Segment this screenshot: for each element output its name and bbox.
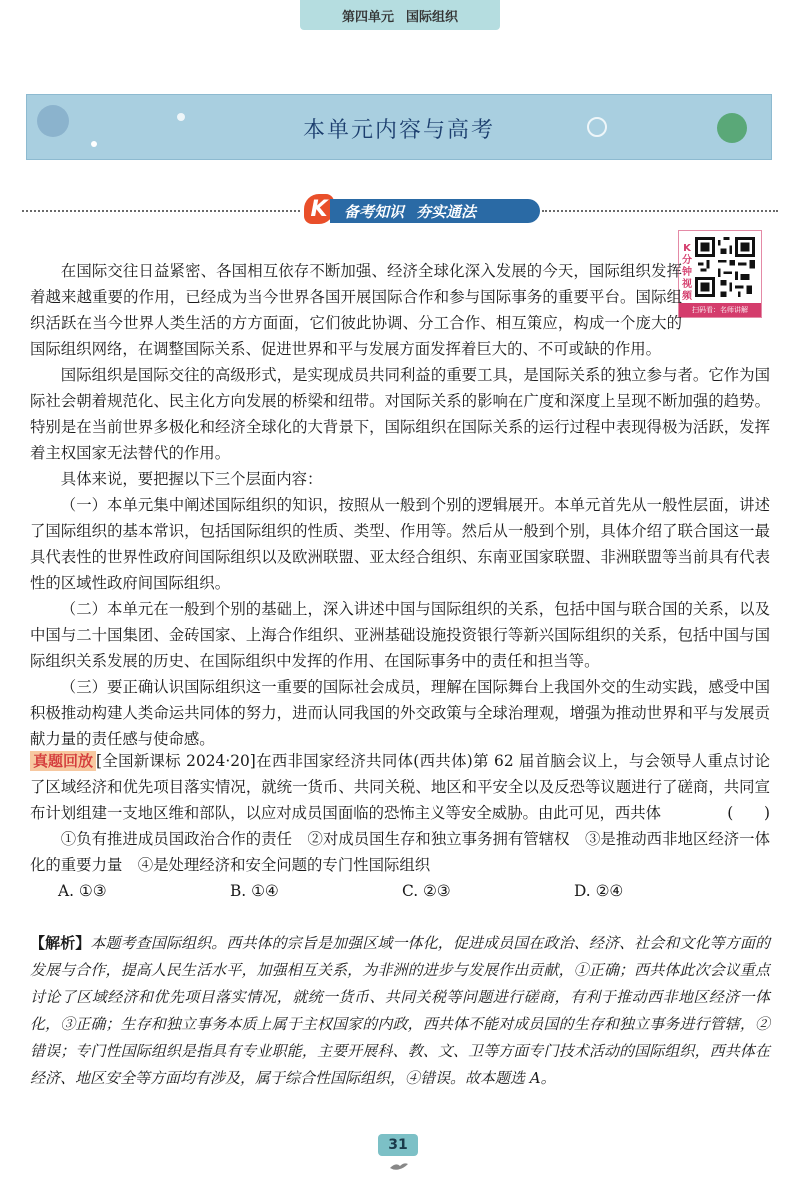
answer-options (30, 878, 770, 904)
unit-title: 国际组织 (406, 9, 459, 25)
bird-ornament-icon (388, 1160, 410, 1172)
paragraph: 具体来说，要把握以下三个层面内容： (60, 470, 323, 488)
analysis-block (30, 930, 770, 1092)
option-c: C. ②③ (402, 882, 451, 900)
unit-number: 第四单元 (341, 9, 394, 25)
qr-side-label: K分钟视频 (682, 243, 692, 302)
paragraph: （二）本单元在一般到个别的基础上，深入讲述中国与国际组织的关系，包括中国与联合国的关系，以及中国与二十国集团、金砖国家、上海合作组织、亚洲基础设施投资银行等新兴国际组织的关系，包括中国与国际组织关系发展的历史、在国际组织中发挥的作用、在国际事务中的责任和担当等。 (30, 600, 770, 670)
section-label-b: 夯实通法 (416, 202, 477, 221)
paragraph: 在国际交往日益紧密、各国相互依存不断加强、经济全球化深入发展的今天，国际组织发挥着越来越重要的作用，已经成为当今世界各国开展国际合作和参与国际事务的重要平台。国际组织活跃在当今世界人类生活的方方面面，它们彼此协调、分工合作、相互策应，构成一个庞大的国际组织网络，在调整国际关系、促进世界和平与发展方面发挥着巨大的、不可或缺的作用。 (30, 262, 682, 358)
divider-left (22, 210, 300, 212)
section-label-a: 备考知识 (344, 202, 405, 221)
exam-tag: 真题回放 (30, 751, 96, 771)
option-a: A. ①③ (58, 882, 107, 900)
exam-source: [全国新课标 2024·20] (96, 752, 256, 770)
section-tag (304, 198, 540, 224)
paragraph: （一）本单元集中阐述国际组织的知识，按照从一般到个别的逻辑展开。本单元首先从一般性层面，讲述了国际组织的基本常识，包括国际组织的性质、类型、作用等。然后从一般到个别，具体介绍了联合国这一最具代表性的世界性政府间国际组织以及欧洲联盟、亚太经合组织、东南亚国家联盟、非洲联盟等当前具有代表性的区域性政府间国际组织。 (30, 496, 770, 592)
paragraph: （三）要正确认识国际组织这一重要的国际社会成员，理解在国际舞台上我国外交的生动实践，感受中国积极推动构建人类命运共同体的努力，进而认同我国的外交政策与全球治理观，增强为推动世界和平与发展贡献力量的责任感与使命感。 (30, 678, 770, 748)
question-stem-line (30, 748, 770, 826)
paragraph: 国际组织是国际交往的高级形式，是实现成员共同利益的重要工具，是国际关系的独立参与者。它作为国际社会朝着规范化、民主化方向发展的桥梁和纽带。对国际关系的影响在广度和深度上呈现不断加强的趋势。特别是在当前世界多极化和经济全球化的大背景下，国际组织在国际关系的运行过程中表现得极为活跃，发挥着主权国家无法替代的作用。 (30, 366, 770, 462)
qr-caption: 扫码看：名师讲解 (679, 303, 761, 317)
question-stem: 在西非国家经济共同体(西共体)第 62 届首脑会议上，与会领导人重点讨论了区域经济和优先项目落实情况，就统一货币、共同关税、地区和平安全以及反恐等议题进行了磋商，共同宣布计划组建一支地区维和部队，以应对成员国面临的恐怖主义等安全威胁。由此可见，西共体 (30, 752, 771, 822)
banner-title: 本单元内容与高考 (302, 118, 495, 143)
exam-question (30, 748, 770, 904)
analysis-label: 【解析】 (30, 934, 91, 952)
k-logo-icon: K (304, 194, 334, 224)
section-heading (22, 198, 778, 224)
analysis-text: 本题考查国际组织。西共体的宗旨是加强区域一体化，促进成员国在政治、经济、社会和文化等方面的发展与合作，提高人民生活水平，加强相互关系，为非洲的进步与发展作出贡献，①正确；西共体此次会议重点讨论了区域经济和优先项目落实情况，就统一货币、共同关税等问题进行磋商，有利于推动西非地区经济一体化，③正确；生存和独立事务本质上属于主权国家的内政，西共体不能对成员国的生存和独立事务进行管辖，②错误；专门性国际组织是指具有专业职能，主要开展科、教、文、卫等方面专门技术活动的国际组织，西共体在经济、地区安全等方面均有涉及，属于综合性国际组织，④错误。故本题选 A。 (30, 934, 770, 1087)
section-banner (26, 94, 772, 160)
page-number: 31 (378, 1134, 418, 1156)
section-label (330, 199, 540, 223)
divider-right (542, 210, 778, 212)
running-header (300, 0, 500, 30)
answer-blank: ( ) (727, 804, 770, 822)
option-b: B. ①④ (230, 882, 279, 900)
question-statements: ①负有推进成员国政治合作的责任 ②对成员国生存和独立事务拥有管辖权 ③是推动西非地区经济一体化的重要力量 ④是处理经济和安全问题的专门性国际组织 (30, 830, 770, 874)
intro-text (30, 258, 770, 752)
option-d: D. ②④ (574, 882, 624, 900)
